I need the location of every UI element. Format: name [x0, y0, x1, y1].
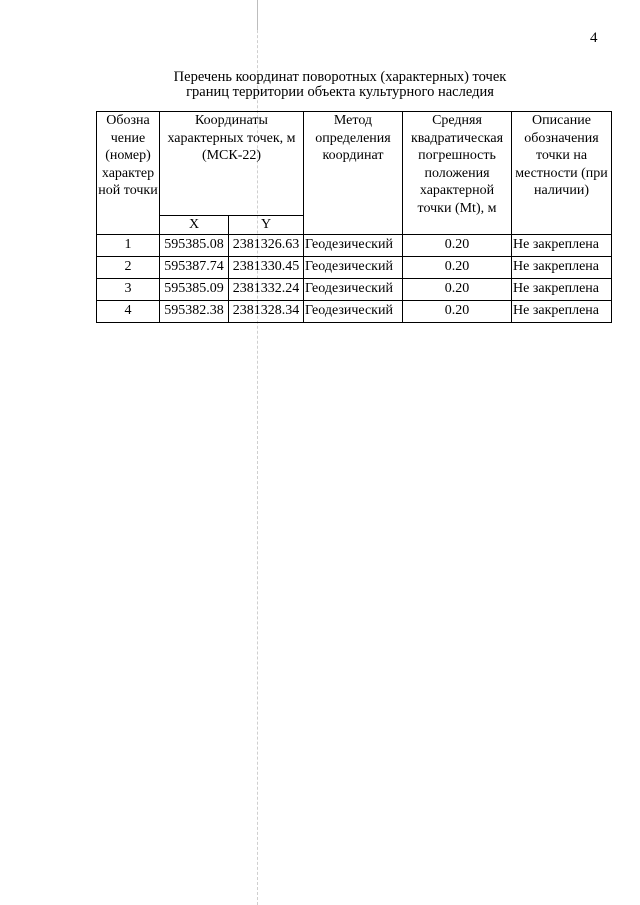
cell-point: 3	[97, 278, 160, 300]
cell-point: 1	[97, 234, 160, 256]
cell-error: 0.20	[403, 300, 512, 322]
cell-y: 2381330.45	[229, 256, 304, 278]
cell-y: 2381326.63	[229, 234, 304, 256]
header-coordinates: Координаты характерных точек, м (МСК-22)	[160, 112, 304, 216]
document-title	[0, 70, 640, 100]
table-row	[97, 300, 612, 322]
header-error: Средняя квадратическая погрешность положения характерной точки (Mt), м	[403, 112, 512, 235]
table-row	[97, 256, 612, 278]
table-row	[97, 234, 612, 256]
cell-y: 2381328.34	[229, 300, 304, 322]
header-method: Метод определения координат	[304, 112, 403, 235]
title-line-1: Перечень координат поворотных (характерных) точек	[173, 69, 507, 85]
cell-description: Не закреплена	[512, 256, 612, 278]
page-number: 4	[590, 30, 598, 46]
cell-x: 595387.74	[160, 256, 229, 278]
cell-description: Не закреплена	[512, 278, 612, 300]
punch-mark	[257, 0, 258, 30]
header-point: Обозна чение (номер) характер ной точки	[97, 112, 160, 235]
cell-point: 4	[97, 300, 160, 322]
cell-error: 0.20	[403, 256, 512, 278]
title-line-2: границ территории объекта культурного наследия	[186, 84, 494, 100]
cell-method: Геодезический	[304, 234, 403, 256]
cell-method: Геодезический	[304, 256, 403, 278]
header-y: Y	[229, 216, 304, 235]
cell-point: 2	[97, 256, 160, 278]
cell-method: Геодезический	[304, 300, 403, 322]
cell-description: Не закреплена	[512, 300, 612, 322]
coordinates-table	[96, 111, 612, 323]
cell-y: 2381332.24	[229, 278, 304, 300]
header-description: Описание обозначения точки на местности (при наличии)	[512, 112, 612, 235]
cell-x: 595382.38	[160, 300, 229, 322]
cell-error: 0.20	[403, 278, 512, 300]
table-row	[97, 278, 612, 300]
header-x: X	[160, 216, 229, 235]
cell-error: 0.20	[403, 234, 512, 256]
cell-x: 595385.09	[160, 278, 229, 300]
cell-method: Геодезический	[304, 278, 403, 300]
cell-x: 595385.08	[160, 234, 229, 256]
cell-description: Не закреплена	[512, 234, 612, 256]
